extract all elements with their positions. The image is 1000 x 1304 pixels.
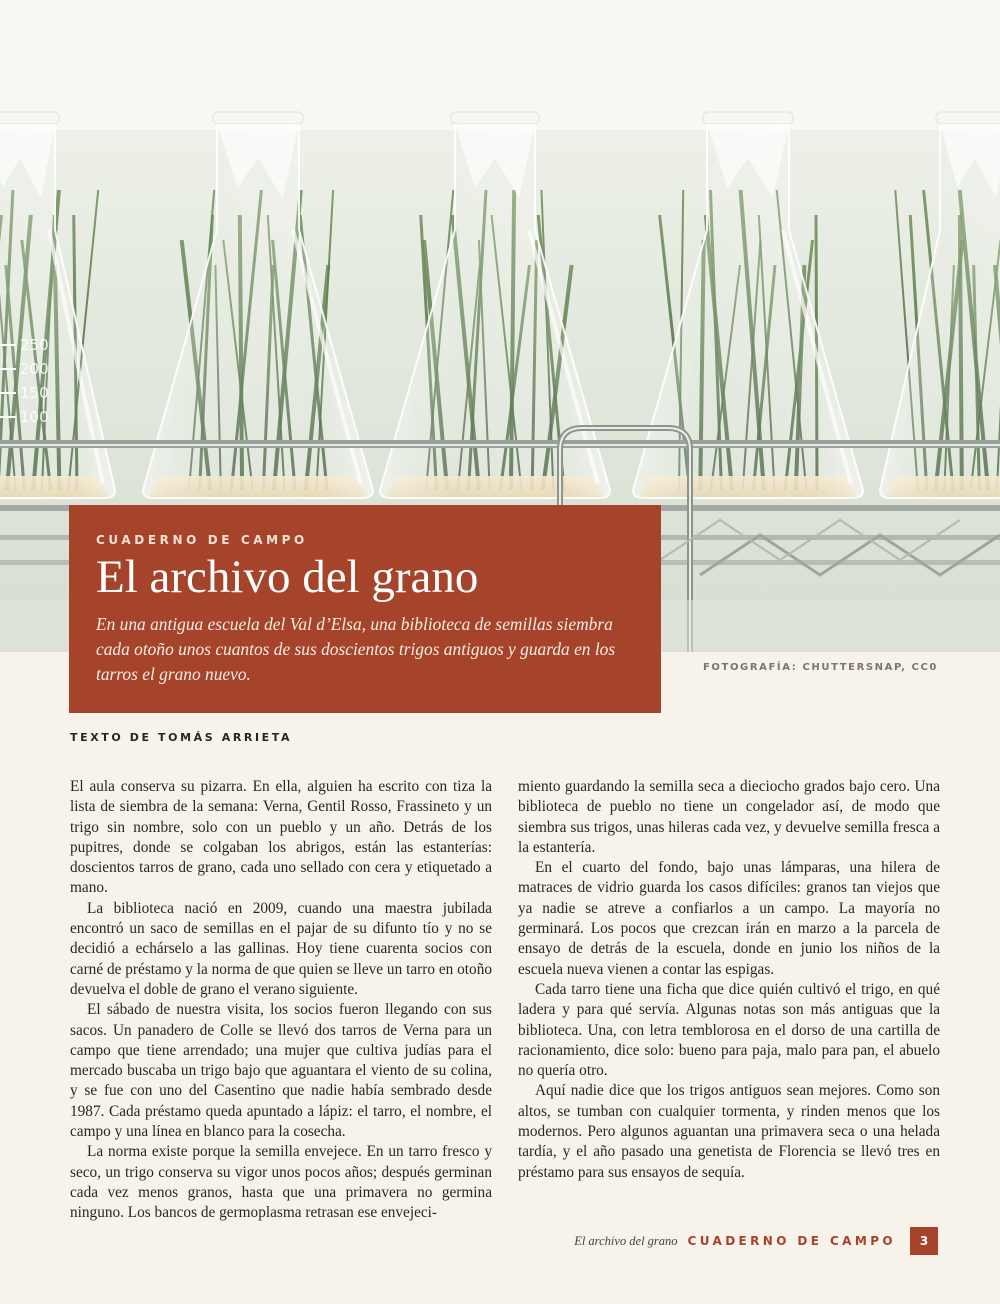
article-title: El archivo del grano bbox=[96, 551, 479, 603]
paragraph: El aula conserva su pizarra. En ella, alguien ha escrito con tiza la lista de siembra de la semana: Verna, Gentil Rosso, Frassineto y un trigo sin nombre, solo con un pueblo y un año. Detrás de los pupitres, donde se colgaban los abrigos, están las estanterías: doscientos tarros de grano, cada uno sellado con cera y etiquetado a mano. bbox=[70, 778, 492, 897]
paragraph: En el cuarto del fondo, bajo unas lámparas, una hilera de matraces de vidrio guarda los casos difíciles: granos tan viejos que ya nadie se atreve a confiarlos a un campo. La mayoría no germinará. Los pocos que crezcan irán en marzo a la parcela de ensayo de detrás de la escuela, donde en junio los niños de la escuela nueva vienen a contar las espigas. bbox=[518, 859, 940, 978]
paragraph: miento guardando la semilla seca a dieciocho grados bajo cero. Una biblioteca de pueblo no tiene un congelador así, de modo que siembra sus trigos, unas hileras cada vez, y devuelve semilla fresca a la estantería. bbox=[518, 778, 940, 856]
article-column-right bbox=[518, 777, 940, 1183]
byline: TEXTO DE TOMÁS ARRIETA bbox=[70, 731, 293, 744]
graduation-label: 200 bbox=[20, 360, 49, 378]
graduation-label: 100 bbox=[20, 408, 49, 426]
paragraph: Aquí nadie dice que los trigos antiguos sean mejores. Como son altos, se tumban con cualquier tormenta, y rinden menos que los modernos. Pero algunos aguantan una primavera seca o una helada tardía, y el año pasado una genetista de Florencia se llevó tres en préstamo para sus ensayos de sequía. bbox=[518, 1082, 940, 1181]
photo-credit: FOTOGRAFÍA: CHUTTERSNAP, CC0 bbox=[702, 662, 938, 673]
article-column-left bbox=[70, 777, 492, 1224]
graduation-label: 250 bbox=[20, 336, 49, 354]
footer-section: CUADERNO DE CAMPO bbox=[687, 1234, 896, 1248]
paragraph: El sábado de nuestra visita, los socios fueron llegando con sus sacos. Un panadero de Colle se llevó dos tarros de Verna para un campo que tiene arrendado; una mujer que cultiva judías para el mercado buscaba un trigo bajo que aguantara el viento de su colina, y se fue con uno del Casentino que nadie había sembrado desde 1987. Cada préstamo queda apuntado a lápiz: el tarro, el nombre, el campo y una línea en blanco para la cosecha. bbox=[70, 1001, 492, 1141]
page-footer bbox=[574, 1226, 938, 1256]
section-kicker: CUADERNO DE CAMPO bbox=[96, 533, 308, 547]
paragraph: La biblioteca nació en 2009, cuando una maestra jubilada encontró un saco de semillas en el pajar de su difunto tío y no se decidió a echárselo a las gallinas. Hoy tiene cuarenta socios con carné de préstamo y la norma de que quien se lleve un tarro en otoño devuelva el doble de grano el verano siguiente. bbox=[70, 899, 492, 998]
footer-title: El archivo del grano bbox=[574, 1233, 678, 1248]
title-box bbox=[69, 505, 661, 713]
paragraph: La norma existe porque la semilla envejece. En un tarro fresco y seco, un trigo conserva su vigor unos pocos años; después germinan cada vez menos granos, hasta que una primavera no germina ninguno. Los bancos de germoplasma retrasan ese envejeci- bbox=[70, 1143, 492, 1222]
graduation-label: 150 bbox=[20, 384, 49, 402]
page-number: 3 bbox=[910, 1227, 938, 1255]
paragraph: Cada tarro tiene una ficha que dice quién cultivó el trigo, en qué ladera y para qué servía. Algunas notas son más antiguas que la biblioteca. Una, con letra temblorosa en el dorso de una cartilla de racionamiento, dice solo: bueno para paja, malo para pan, el abuelo no quería otro. bbox=[518, 980, 940, 1080]
article-dek: En una antigua escuela del Val d’Elsa, una biblioteca de semillas siembra cada otoño unos cuantos de sus doscientos trigos antiguos y guarda en los tarros el grano nuevo. bbox=[96, 614, 616, 684]
